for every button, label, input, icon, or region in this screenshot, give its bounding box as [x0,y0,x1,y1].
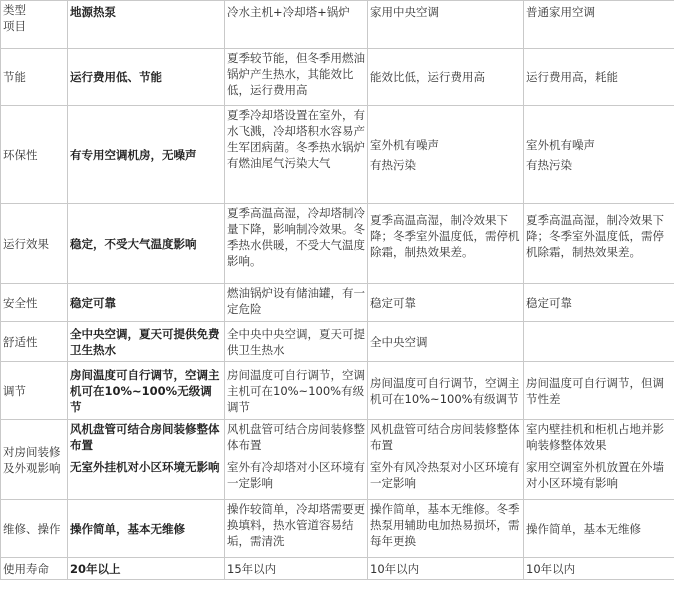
cell-line: 家用空调室外机放置在外墙对小区环境有影响 [526,460,664,490]
cell-line: 有热污染 [370,157,416,172]
table-cell: 操作较简单，冷却塔需要更换填料，热水管道容易结垢，需清洗 [225,500,368,558]
table-header-row [1,1,674,49]
table-cell: 能效比低，运行费用高 [368,49,524,106]
table-cell: 有专用空调机房，无噪声 [68,106,225,204]
table-cell: 操作简单，基本无维修 [524,500,674,558]
table-cell [524,420,674,500]
cell-line: 室外有冷却塔对小区环境有一定影响 [227,460,365,490]
table-row [1,362,674,420]
table-row [1,106,674,204]
table-cell: 稳定，不受大气温度影响 [68,204,225,284]
table-row [1,322,674,362]
table-cell: 15年以内 [225,558,368,580]
cell-line: 风机盘管可结合房间装修整体布置 [227,422,365,452]
cell-line: 室内壁挂机和柜机占地并影响装修整体效果 [526,422,664,452]
row-label [1,420,68,500]
row-label: 维修、操作 [1,500,68,558]
table-cell [524,322,674,362]
header-chiller-tower-boiler: 冷水主机+冷却塔+锅炉 [225,1,368,49]
row-label: 节能 [1,49,68,106]
table-cell [225,420,368,500]
cell-line: 风机盘管可结合房间装修整体布置 [370,422,520,452]
table-cell: 10年以内 [524,558,674,580]
table-cell: 稳定可靠 [368,284,524,322]
cell-line: 无室外挂机对小区环境无影响 [70,460,220,474]
table-row [1,284,674,322]
table-cell: 房间温度可自行调节，空调主机可在10%~100%有级调节 [368,362,524,420]
corner-header-type: 类型 [3,3,26,17]
cell-line: 有热污染 [526,157,572,172]
row-label-line: 及外观影响 [3,460,61,475]
table-cell [368,420,524,500]
header-ordinary-home-ac: 普通家用空调 [524,1,674,49]
cell-line: 室外机有噪声 [370,137,439,152]
row-label: 调节 [1,362,68,420]
table-row [1,204,674,284]
table-cell: 房间温度可自行调节，但调节性差 [524,362,674,420]
table-cell: 10年以内 [368,558,524,580]
table-cell: 全中央中央空调，夏天可提供卫生热水 [225,322,368,362]
table-cell: 20年以上 [68,558,225,580]
table-cell: 燃油锅炉设有储油罐，有一定危险 [225,284,368,322]
table-cell: 房间温度可自行调节，空调主机可在10%~100%无级调节 [68,362,225,420]
row-label: 舒适性 [1,322,68,362]
table-cell: 稳定可靠 [524,284,674,322]
row-label: 运行效果 [1,204,68,284]
cell-line: 室外有风冷热泵对小区环境有一定影响 [370,460,520,490]
cell-line: 风机盘管可结合房间装修整体布置 [70,422,220,452]
table-row [1,558,674,580]
table-cell: 房间温度可自行调节，空调主机可在10%~100%有级调节 [225,362,368,420]
corner-header-item: 项目 [3,19,26,33]
row-label: 使用寿命 [1,558,68,580]
table-cell: 操作简单，基本无维修。冬季热泵用辅助电加热易损坏，需每年更换 [368,500,524,558]
table-cell [68,420,225,500]
table-cell: 夏季较节能，但冬季用燃油锅炉产生热水，其能效比低，运行费用高 [225,49,368,106]
table-cell: 夏季高温高湿，冷却塔制冷量下降，影响制冷效果。冬季热水供暖，不受大气温度影响。 [225,204,368,284]
table-row [1,420,674,500]
table-cell: 夏季高温高湿，制冷效果下降；冬季室外温度低，需停机除霜，制热效果差。 [524,204,674,284]
table-cell [524,106,674,204]
table-cell: 运行费用高，耗能 [524,49,674,106]
table-row [1,49,674,106]
corner-header-cell [1,1,68,49]
row-label: 安全性 [1,284,68,322]
row-label-line: 对房间装修 [3,444,61,459]
table-cell: 全中央空调，夏天可提供免费卫生热水 [68,322,225,362]
table-cell: 运行费用低、节能 [68,49,225,106]
table-cell: 夏季冷却塔设置在室外，有水飞溅，冷却塔积水容易产生军团病菌。冬季热水锅炉有燃油尾气污染大气 [225,106,368,204]
table-cell: 稳定可靠 [68,284,225,322]
table-cell [368,106,524,204]
table-row [1,500,674,558]
row-label: 环保性 [1,106,68,204]
cell-line: 室外机有噪声 [526,137,595,152]
table-cell: 操作简单，基本无维修 [68,500,225,558]
header-ground-source-heat-pump: 地源热泵 [68,1,225,49]
header-home-central-ac: 家用中央空调 [368,1,524,49]
table-cell: 夏季高温高湿，制冷效果下降；冬季室外温度低，需停机除霜，制热效果差。 [368,204,524,284]
table-cell: 全中央空调 [368,322,524,362]
